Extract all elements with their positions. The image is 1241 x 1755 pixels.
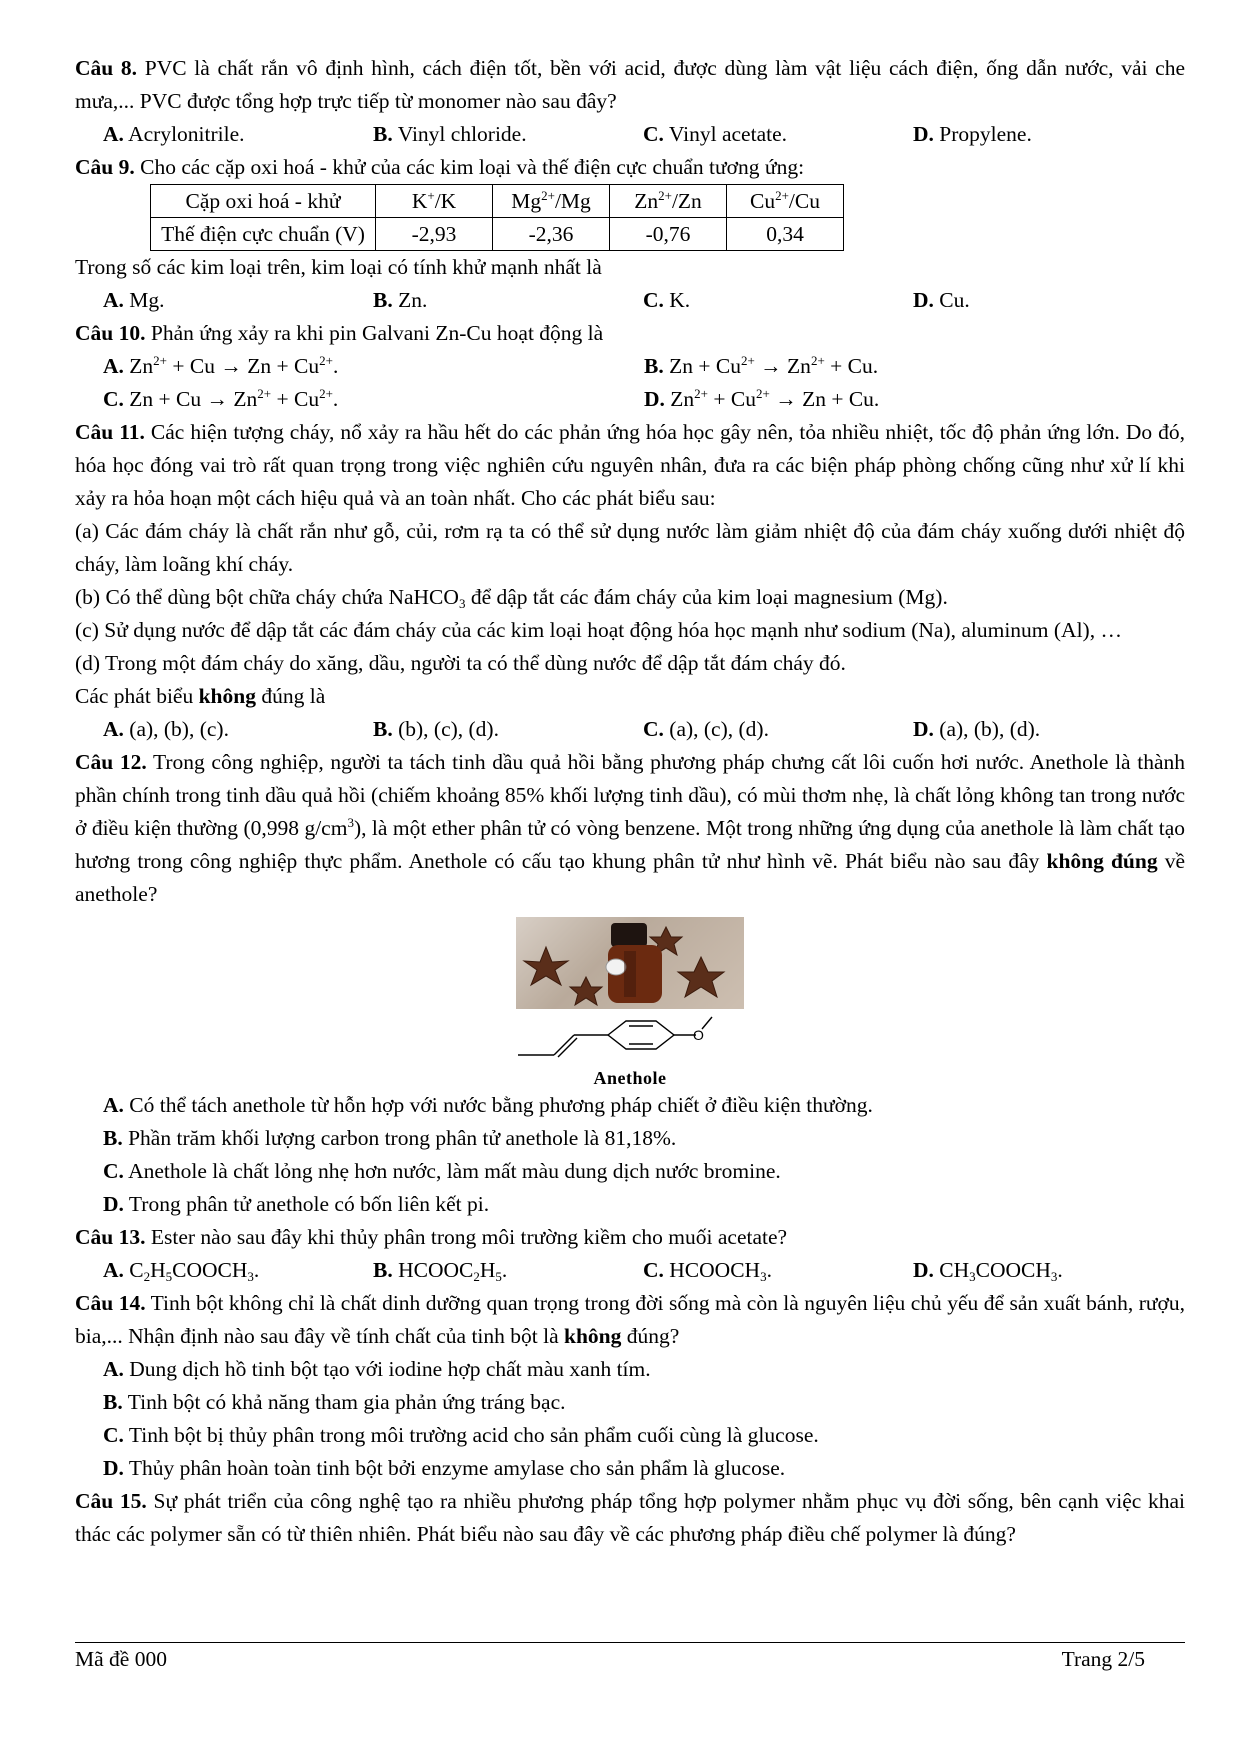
q11-option-b[interactable]: B. (b), (c), (d). <box>373 717 499 741</box>
oxygen-atom-label: O <box>693 1027 704 1043</box>
q9-options <box>75 284 1185 317</box>
q8-option-a[interactable]: A. Acrylonitrile. <box>103 122 245 146</box>
q10-option-b[interactable]: B. $Zn + Cu^{2+} \to Zn^{2+} + Cu$. <box>644 353 879 378</box>
q10-option-d[interactable]: D. $Zn^{2+} + Cu^{2+} \to Zn + Cu$. <box>644 386 880 411</box>
question-12: Câu 12. Trong công nghiệp, người ta tách tinh dầu quả hồi bằng phương pháp chưng cất lôi cuốn hơi nước. Anethole là thành phần chính trong tinh dầu quả hồi (chiếm khoảng 85% khối lượng tinh dầu), có mùi thơm nhẹ, là chất lỏng không tan trong nước ở điều kiện thường (0,998 $g/cm^3$), là một ether phân tử có vòng benzene. Một trong những ứng dụng của anethole là làm chất tạo hương trong công nghiệp thực phẩm. Anethole có cấu tạo khung phân tử như hình vẽ. Phát biểu nào sau đây không đúng về anethole? <box>75 750 1186 906</box>
couple-cell: K+/K <box>376 185 493 218</box>
question-13: Câu 13. Ester nào sau đây khi thủy phân trong môi trường kiềm cho muối acetate? <box>75 1225 788 1249</box>
q8-option-d[interactable]: D. Propylene. <box>913 122 1032 146</box>
question-8: Câu 8. PVC là chất rắn vô định hình, cách điện tốt, bền với acid, được dùng làm vật liệu cách điện, ống dẫn nước, vải che mưa,... PVC được tổng hợp trực tiếp từ monomer nào sau đây? <box>75 56 1186 113</box>
q13-option-d[interactable]: D. $CH_3COOCH_3$. <box>913 1258 1063 1284</box>
table-row <box>151 218 844 251</box>
couple-cell: $Cu^{2+}/Cu$ <box>727 185 844 218</box>
q9-question: Trong số các kim loại trên, kim loại có tính khử mạnh nhất là <box>75 255 602 279</box>
table-row <box>151 185 844 218</box>
question-15: Câu 15. Sự phát triển của công nghệ tạo ra nhiều phương pháp tổng hợp polymer nhằm phục vụ đời sống, bên cạnh việc khai thác các polymer sẵn có từ thiên nhiên. Phát biểu nào sau đây về các phương pháp điều chế polymer là đúng? <box>75 1489 1186 1546</box>
question-11: Câu 11. Các hiện tượng cháy, nổ xảy ra hầu hết do các phản ứng hóa học gây nên, tỏa nhiều nhiệt, tốc độ phản ứng lớn. Do đó, hóa học đóng vai trò rất quan trọng trong việc nghiên cứu nguyên nhân, đưa ra các biện pháp phòng chống cũng như xử lí khi xảy ra hỏa hoạn một cách hiệu quả và an toàn nhất. Cho các phát biểu sau: <box>75 420 1185 510</box>
q10-option-c[interactable]: C. $Zn + Cu \to Zn^{2+} + Cu^{2+}$. <box>103 386 339 411</box>
question-9: Câu 9. Cho các cặp oxi hoá - khử của các kim loại và thế điện cực chuẩn tương ứng: <box>75 155 805 179</box>
question-10: Câu 10. Phản ứng xảy ra khi pin Galvani Zn-Cu hoạt động là <box>75 321 604 345</box>
electrode-potential-table <box>150 184 844 251</box>
q11-statement-b: (b) Có thể dùng bột chữa cháy chứa NaHCO$_3$ để dập tắt các đám cháy của kim loại magnesium (Mg). <box>75 585 948 611</box>
row-header-couple: Cặp oxi hoá - khử <box>151 185 376 218</box>
q11-statement-c: (c) Sử dụng nước để dập tắt các đám cháy của các kim loại hoạt động hóa học mạnh như sodium (Na), aluminum (Al), … <box>75 618 1122 642</box>
q12-option-c[interactable]: C. Anethole là chất lỏng nhẹ hơn nước, làm mất màu dung dịch nước bromine. <box>103 1159 781 1183</box>
q14-option-c[interactable]: C. Tinh bột bị thủy phân trong môi trường acid cho sản phẩm cuối cùng là glucose. <box>103 1423 819 1447</box>
anethole-figure <box>75 917 1185 1089</box>
q11-option-c[interactable]: C. (a), (c), (d). <box>643 717 769 741</box>
potential-cell: -2,36 <box>493 218 610 251</box>
q14-option-b[interactable]: B. Tinh bột có khả năng tham gia phản ứng tráng bạc. <box>103 1390 566 1414</box>
potential-cell: -2,93 <box>376 218 493 251</box>
q11-statement-d: (d) Trong một đám cháy do xăng, dầu, người ta có thể dùng nước để dập tắt đám cháy đó. <box>75 651 846 675</box>
page-footer <box>75 1642 1185 1672</box>
anethole-structure <box>516 1009 744 1071</box>
q11-question: Các phát biểu không đúng là <box>75 684 326 708</box>
potential-cell: 0,34 <box>727 218 844 251</box>
q12-option-b[interactable]: B. Phần trăm khối lượng carbon trong phân tử anethole là 81,18%. <box>103 1126 677 1150</box>
q9-option-c[interactable]: C. K. <box>643 288 691 312</box>
q10-options-row1 <box>75 350 1185 383</box>
star-anise-photo <box>516 917 744 1009</box>
question-14: Câu 14. Tinh bột không chỉ là chất dinh dưỡng quan trọng trong đời sống mà còn là nguyên liệu chủ yếu để sản xuất bánh, rượu, bia,... Nhận định nào sau đây về tính chất của tinh bột là không đúng? <box>75 1291 1185 1348</box>
q10-option-a[interactable]: A. $Zn^{2+} + Cu \to Zn + Cu^{2+}$. <box>103 353 339 378</box>
q9-option-d[interactable]: D. Cu. <box>913 288 970 312</box>
figure-caption: Anethole <box>593 1068 667 1088</box>
q14-option-d[interactable]: D. Thủy phân hoàn toàn tinh bột bởi enzyme amylase cho sản phẩm là glucose. <box>103 1456 786 1480</box>
couple-cell: $Mg^{2+}/Mg$ <box>493 185 610 218</box>
q8-option-c[interactable]: C. Vinyl acetate. <box>643 122 787 146</box>
star-anise-illustration <box>516 917 744 1009</box>
page-number: Trang 2/5 <box>1061 1647 1145 1671</box>
q11-options <box>75 713 1185 746</box>
q13-option-a[interactable]: A. $C_2H_5COOCH_3$. <box>103 1258 260 1284</box>
potential-cell: -0,76 <box>610 218 727 251</box>
q14-option-a[interactable]: A. Dung dịch hồ tinh bột tạo với iodine hợp chất màu xanh tím. <box>103 1357 651 1381</box>
exam-page <box>75 52 1185 1551</box>
q8-options <box>75 118 1185 151</box>
q12-option-d[interactable]: D. Trong phân tử anethole có bốn liên kết pi. <box>103 1192 490 1216</box>
q9-option-b[interactable]: B. Zn. <box>373 288 428 312</box>
exam-code: Mã đề 000 <box>75 1647 167 1671</box>
q12-option-a[interactable]: A. Có thể tách anethole từ hỗn hợp với nước bằng phương pháp chiết ở điều kiện thường. <box>103 1093 873 1117</box>
q13-options <box>75 1254 1185 1287</box>
q11-statement-a: (a) Các đám cháy là chất rắn như gỗ, củi, rơm rạ ta có thể sử dụng nước làm giảm nhiệt độ của đám cháy xuống dưới nhiệt độ cháy, làm loãng khí cháy. <box>75 519 1185 576</box>
row-header-potential: Thế điện cực chuẩn (V) <box>151 218 376 251</box>
q13-option-c[interactable]: C. $HCOOCH_3$. <box>643 1258 772 1284</box>
couple-cell: $Zn^{2+}/Zn$ <box>610 185 727 218</box>
q11-option-d[interactable]: D. (a), (b), (d). <box>913 717 1041 741</box>
q11-option-a[interactable]: A. (a), (b), (c). <box>103 717 229 741</box>
q8-option-b[interactable]: B. Vinyl chloride. <box>373 122 527 146</box>
q10-options-row2 <box>75 383 1185 416</box>
q13-option-b[interactable]: B. $HCOOC_2H_5$. <box>373 1258 508 1284</box>
q9-option-a[interactable]: A. Mg. <box>103 288 165 312</box>
